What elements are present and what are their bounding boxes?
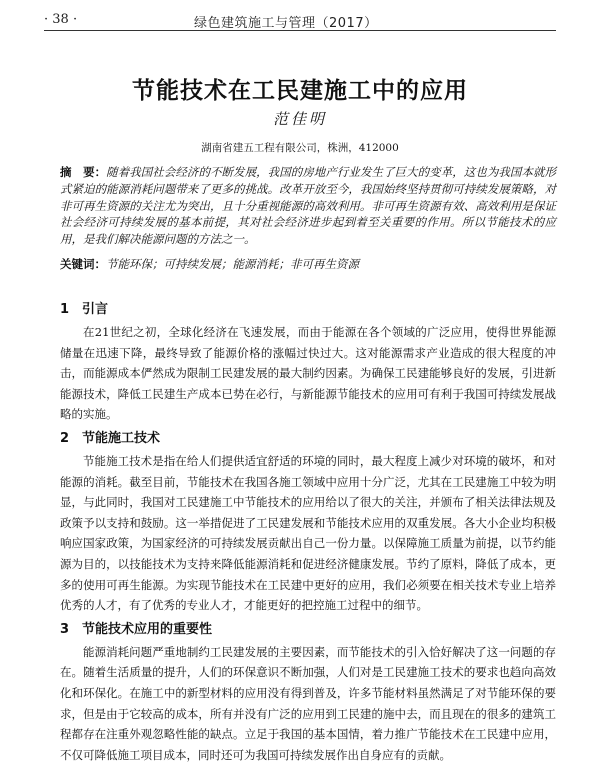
running-header	[44, 12, 556, 31]
section-number: 3	[60, 621, 70, 637]
keywords	[60, 256, 556, 273]
section-heading	[60, 300, 556, 320]
section-title: 节能技术应用的重要性	[82, 621, 213, 637]
article-title: 节能技术在工民建施工中的应用	[132, 78, 468, 104]
paragraph: 节能施工技术是指在给人们提供适宜舒适的环境的同时，最大程度上减少对环境的破坏，和对能源的消耗。截至目前，节能技术在我国各施工领域中应用十分广泛，尤其在工民建施工中较为明显，与此同时，我国对工民建施工中节能技术的应用给以了很大的关注，并颁布了相关法律法规及政策予以支持和鼓励。这一举措促进了工民建发展和节能技术应用的双重发展。各大小企业均积极响应国家政策，为国家经济的可持续发展贡献出自己一份力量。以保障施工质量为前提，以节约能源为目的，以技能技术为支持来降低能源消耗和促进经济健康发展。节约了原料，降低了成本，更多的使用可再生能源。为实现节能技术在工民建中更好的应用，我们必须要在相关技术专业上培养优秀的人才，有了优秀的专业人才，才能更好的把控施工过程中的细节。	[60, 453, 556, 613]
section-number: 1	[60, 302, 70, 317]
section-number: 2	[60, 430, 70, 446]
section-energy-saving-construction	[60, 429, 556, 616]
article-author: 范佳明	[272, 110, 327, 128]
section-heading	[60, 429, 556, 449]
section-importance	[60, 620, 556, 765]
author-affiliation: 湖南省建五工程有限公司，株洲，412000	[201, 142, 399, 154]
page-number: · 38 ·	[44, 12, 78, 27]
section-title: 引言	[82, 302, 109, 317]
journal-name: 绿色建筑施工与管理（2017）	[194, 16, 378, 31]
paragraph: 能源消耗问题严重地制约工民建发展的主要因素，而节能技术的引入恰好解决了这一问题的存在。随着生活质量的提升，人们的环保意识不断加强，人们对是工民建施工技术的要求也趋向高效化和环保化。在施工中的新型材料的应用没有得到普及，许多节能材料虽然满足了对节能环保的要求，但是由于它较高的成本，所有并没有广泛的应用到工民建的施中去，而且现在的很多的建筑工程都存在注重外观忽略性能的缺点。立足于我国的基本国情，着力推广节能技术在工民建中应用，不仅可降低施工项目成本，同时还可为我国可持续发展作出自身应有的贡献。	[60, 644, 556, 762]
abstract-text: 随着我国社会经济的不断发展，我国的房地产行业发生了巨大的变革，这也为我国本就形式紧迫的能源消耗问题带来了更多的挑战。改革开放至今，我国始终坚持贯彻可持续发展策略，对非可再生资源的关注尤为突出，且十分重视能源的高效利用。非可再生资源有效、高效利用是保证社会经济可持续发展的基本前提，其对社会经济进步起到着至关重要的作用。所以节能技术的应用，是我们解决能源问题的方法之一。	[60, 165, 557, 247]
abstract	[60, 164, 556, 248]
abstract-label: 摘 要：	[60, 165, 107, 179]
section-introduction	[60, 300, 556, 425]
paragraph: 在21世纪之初，全球化经济在飞速发展，而由于能源在各个领域的广泛应用，使得世界能源储量在迅速下降，最终导致了能源价格的涨幅过快过大。这对能源需求产业造成的很大程度的冲击，而能源成本俨然成为限制工民建发展的最大制约因素。为确保工民建能够良好的发展，引进新能源技术，降低工民建生产成本已势在必行，与新能源节能技术的应用可有利于我国可持续发展战略的实施。	[60, 325, 556, 422]
keywords-text: 节能环保；可持续发展；能源消耗；非可再生资源	[106, 257, 359, 271]
article-body	[60, 296, 556, 765]
keywords-label: 关键词：	[60, 257, 106, 271]
section-heading	[60, 620, 556, 640]
section-title: 节能施工技术	[82, 430, 161, 446]
